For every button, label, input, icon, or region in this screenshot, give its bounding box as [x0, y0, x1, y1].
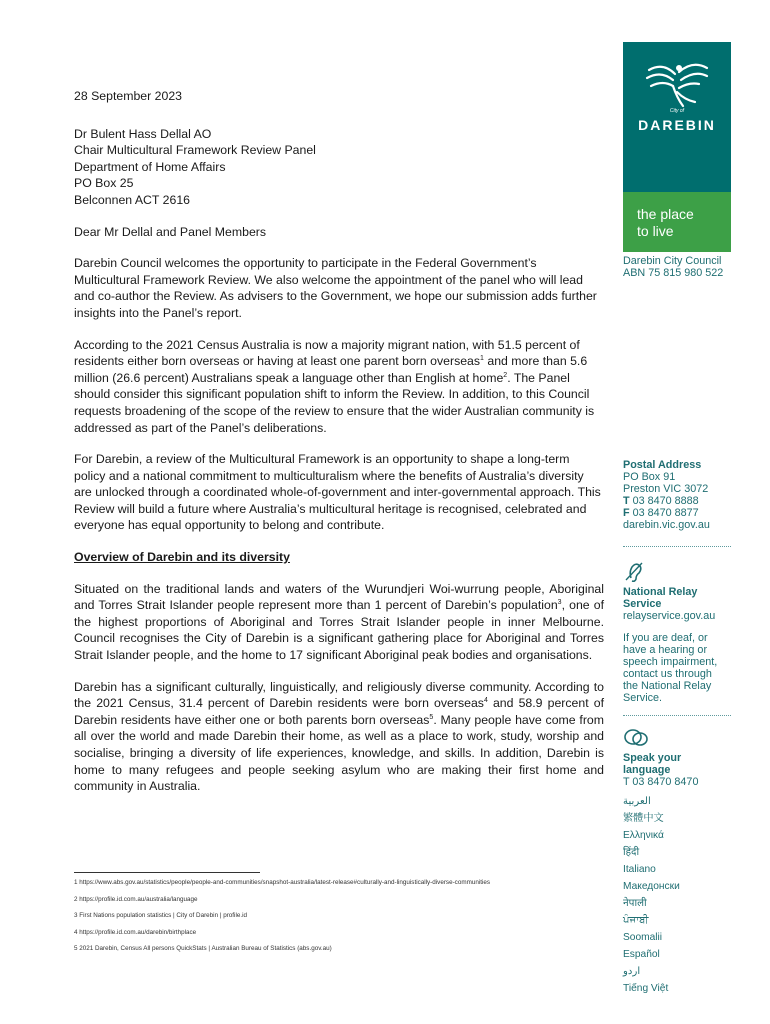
relay-text: speech impairment, — [623, 656, 718, 668]
tagline-box — [623, 192, 731, 252]
language-item: नेपाली — [623, 898, 647, 909]
language-item: हिंदी — [623, 847, 640, 858]
footnote: 1 https://www.abs.gov.au/statistics/people/people-and-communities/snapshot-australia/latest-release#culturally-and-linguistically-diverse-communities — [74, 879, 491, 886]
relay-title: Service — [623, 598, 662, 610]
city-of-label: City of — [669, 108, 685, 114]
language-item: Italiano — [623, 864, 656, 875]
language-item: اردو — [623, 966, 641, 977]
divider — [623, 715, 731, 716]
salutation: Dear Mr Dellal and Panel Members — [74, 224, 267, 239]
postal-address — [623, 459, 743, 531]
letter-body — [74, 88, 604, 810]
language-item: Soomalii — [623, 932, 663, 943]
relay-text: Service. — [623, 692, 663, 704]
relay-text: the National Relay — [623, 680, 712, 692]
address-line: Chair Multicultural Framework Review Panel — [74, 143, 316, 158]
address-line: PO Box 25 — [74, 176, 134, 191]
relay-text: have a hearing or — [623, 644, 708, 656]
footnotes — [74, 872, 614, 962]
address-line: Department of Home Affairs — [74, 159, 226, 174]
postal-suburb: Preston VIC 3072 — [623, 483, 709, 495]
relay-text: contact us through — [623, 668, 712, 680]
phone-line: T 03 8470 8888 — [623, 495, 699, 507]
footnote: 5 2021 Darebin, Census All persons QuickStats | Australian Bureau of Statistics (abs.gov.au) — [74, 945, 332, 952]
ear-icon — [623, 560, 647, 584]
website-link[interactable]: darebin.vic.gov.au — [623, 519, 710, 531]
paragraph-5: Darebin has a significant culturally, linguistically, and religiously diverse community. According to the 2021 Census, 31.4 percent of Darebin residents were born overseas$^4$ and 58.9 percent of Darebin residents have either one or both parents born overseas$^5$. Many people have come from all over the world and made Darebin their home, as well as a place to work, study, worship and socialise, bringing a diversity of life experiences, knowledge, and skills. In addition, Darebin is home to many refugees and people seeking asylum who are making their first home and community in Australia. — [74, 679, 605, 794]
darebin-logo — [623, 42, 731, 252]
language-item: Македонски — [623, 881, 680, 892]
relay-text: If you are deaf, or — [623, 632, 708, 644]
language-title: Speak your — [623, 752, 682, 764]
language-item: Español — [623, 949, 660, 960]
bird-logo-icon — [623, 48, 731, 114]
speech-bubbles-icon — [623, 727, 649, 749]
language-item: ਪੰਜਾਬੀ — [623, 915, 649, 926]
relay-service — [623, 586, 743, 704]
paragraph-4: Situated on the traditional lands and waters of the Wurundjeri Woi-wurrung people, Aboriginal and Torres Strait Islander people represent more than 1 percent of Darebin’s population$^3$, one of the highest proportions of Aboriginal and Torres Strait Islander people in inner Melbourne. Council recognises the City of Darebin is a significant gathering place for Aboriginal and Torres Strait Islander people, and the home to 17 significant Aboriginal peak bodies and organisations. — [74, 581, 604, 663]
footnote-rule — [74, 872, 260, 873]
letter-date: 28 September 2023 — [74, 89, 183, 103]
recipient-address — [74, 126, 604, 209]
language-item: 繁體中文 — [623, 813, 664, 824]
address-line: Belconnen ACT 2616 — [74, 192, 190, 207]
postal-title: Postal Address — [623, 459, 702, 471]
language-item: العربية — [623, 796, 651, 807]
relay-link[interactable]: relayservice.gov.au — [623, 610, 716, 622]
relay-title: National Relay — [623, 586, 698, 598]
council-abn: ABN 75 815 980 522 — [623, 267, 724, 279]
language-item: Tiếng Việt — [623, 983, 669, 994]
paragraph-3: For Darebin, a review of the Multicultural Framework is an opportunity to shape a long-term policy and a national commitment to multiculturalism where the benefits of Australia’s diversity are unlocked through a coordinated whole-of-government and inter-governmental approach. This Review will build a future where Australia’s multicultural heritage is recognised, celebrated and everyone has equal opportunity to belong and contribute. — [74, 452, 601, 533]
language-phone: T 03 8470 8470 — [623, 776, 699, 788]
postal-box: PO Box 91 — [623, 471, 676, 483]
speak-your-language — [623, 752, 743, 788]
footnote: 3 First Nations population statistics | City of Darebin | profile.id — [74, 912, 248, 919]
language-item: Ελληνικά — [623, 830, 664, 841]
tagline-line: to live — [637, 223, 674, 239]
council-info — [623, 255, 743, 279]
language-title: language — [623, 764, 671, 776]
section-heading: Overview of Darebin and its diversity — [74, 550, 290, 565]
paragraph-1: Darebin Council welcomes the opportunity to participate in the Federal Government’s Multicultural Framework Review. We also welcome the appointment of the panel who will lead and co-author the Review. As advisers to the Government, we hope our submission adds further insights into the Panel’s report. — [74, 256, 597, 320]
tagline-line: the place — [637, 206, 694, 222]
council-name: Darebin City Council — [623, 255, 722, 267]
language-list — [623, 793, 680, 997]
divider — [623, 546, 731, 547]
logo-name: DAREBIN — [638, 117, 716, 133]
fax-line: F 03 8470 8877 — [623, 507, 699, 519]
address-line: Dr Bulent Hass Dellal AO — [74, 126, 212, 141]
paragraph-2: According to the 2021 Census Australia is now a majority migrant nation, with 51.5 percent of residents either born overseas or having at least one parent born overseas$^1$ and more than 5.6 million (26.6 percent) Australians speak a language other than English at home$^2$. The Panel should consider this significant population shift to inform the Review. In addition, to this Council requests broadening of the scope of the review to ensure that the wider Australian community is addressed as part of the Panel’s deliberations. — [74, 337, 595, 435]
footnote: 2 https://profile.id.com.au/australia/language — [74, 895, 198, 903]
footnote: 4 https://profile.id.com.au/darebin/birthplace — [74, 928, 197, 936]
